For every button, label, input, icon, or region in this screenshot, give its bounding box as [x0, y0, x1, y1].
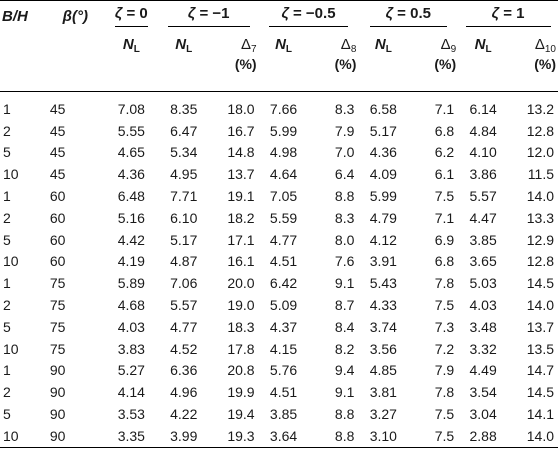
cell-beta: 75	[49, 340, 66, 357]
cell-delta9: 6.9	[434, 231, 455, 248]
table-row	[0, 338, 558, 360]
cell-delta10: 13.2	[526, 100, 554, 117]
cell-delta10: 14.0	[526, 188, 554, 205]
cell-nl-zm05: 4.37	[269, 318, 298, 335]
cell-nl-z1: 4.49	[469, 362, 497, 379]
cell-delta9: 7.5	[434, 297, 455, 314]
cell-nl-zm1: 6.47	[170, 122, 198, 139]
cell-delta8: 8.3	[334, 209, 355, 226]
cell-delta7: 19.9	[227, 384, 255, 401]
cell-delta7: 16.7	[227, 122, 255, 139]
cell-beta: 60	[49, 209, 66, 226]
cell-nl-zm05: 3.85	[269, 406, 298, 423]
table-row	[0, 92, 558, 120]
cell-delta9: 7.5	[434, 188, 455, 205]
cell-delta9: 7.8	[434, 384, 455, 401]
cell-delta8: 7.6	[334, 253, 355, 270]
cell-delta10: 14.0	[508, 425, 558, 447]
table-header	[0, 1, 558, 92]
header-delta-10	[508, 31, 558, 92]
cell-nl-z1: 4.03	[469, 297, 497, 314]
cell-beta: 45	[49, 166, 66, 183]
cell-nl-zm1: 4.22	[170, 406, 198, 423]
cell-nl-z0: 7.08	[117, 100, 145, 117]
cell-nl-z05: 3.91	[369, 253, 397, 270]
cell-delta10: 12.8	[526, 122, 554, 139]
cell-nl-z1: 3.04	[469, 406, 497, 423]
cell-bh: 1	[3, 362, 11, 379]
cell-delta9: 7.1	[434, 100, 455, 117]
table-row	[0, 294, 558, 316]
cell-beta: 45	[49, 144, 66, 161]
cell-delta8: 8.8	[334, 406, 355, 423]
cell-nl-z05: 3.10	[358, 425, 408, 447]
table-row	[0, 316, 558, 338]
cell-delta9: 6.8	[434, 253, 455, 270]
cell-delta7: 19.3	[209, 425, 259, 447]
table-row	[0, 185, 558, 207]
cell-nl-zm1: 5.34	[170, 144, 198, 161]
cell-delta8: 9.4	[334, 362, 355, 379]
cell-nl-zm05: 7.66	[269, 100, 298, 117]
cell-bh: 5	[3, 144, 11, 161]
header-empty-bh	[0, 31, 47, 92]
cell-delta9: 7.9	[434, 362, 455, 379]
cell-delta8: 8.7	[334, 297, 355, 314]
cell-nl-zm05: 4.98	[269, 144, 298, 161]
header-zeta-m05	[259, 1, 359, 32]
cell-nl-z05: 3.56	[369, 340, 397, 357]
header-row-zeta	[0, 1, 558, 32]
header-zeta-m1	[159, 1, 259, 32]
cell-nl-z05: 4.79	[369, 209, 397, 226]
cell-beta: 90	[49, 384, 66, 401]
cell-nl-z0: 4.14	[117, 384, 145, 401]
cell-beta: 60	[49, 253, 66, 270]
table-row	[0, 360, 558, 382]
delta-symbol: Δ	[440, 36, 451, 53]
cell-nl-zm05: 4.51	[269, 384, 298, 401]
cell-bh: 10	[3, 166, 19, 183]
cell-delta7: 18.2	[227, 209, 255, 226]
delta-symbol: Δ	[340, 36, 351, 53]
delta-symbol: Δ	[534, 36, 545, 53]
header-zeta-05	[358, 1, 458, 32]
cell-delta9: 7.8	[434, 275, 455, 292]
percent-unit: (%)	[434, 56, 457, 72]
cell-delta8: 9.1	[334, 275, 355, 292]
cell-beta: 60	[49, 231, 66, 248]
header-nl-z05	[358, 31, 408, 92]
cell-delta9: 7.2	[434, 340, 455, 357]
cell-delta10: 13.3	[526, 209, 554, 226]
header-beta	[47, 1, 104, 32]
cell-nl-z0: 4.68	[117, 297, 145, 314]
cell-bh: 5	[3, 406, 11, 423]
header-zeta-1	[458, 1, 558, 32]
percent-unit: (%)	[534, 56, 556, 72]
zeta-symbol: ζ	[385, 5, 393, 22]
delta-symbol: Δ	[241, 36, 252, 53]
zeta-symbol: ζ	[491, 5, 500, 22]
table-row	[0, 272, 558, 294]
delta-subscript: 9	[450, 44, 457, 55]
cell-beta: 75	[49, 318, 66, 335]
nl-symbol: N	[474, 36, 486, 53]
cell-nl-z05: 4.85	[369, 362, 397, 379]
header-delta-9	[408, 31, 458, 92]
cell-delta7: 17.1	[227, 231, 255, 248]
cell-delta8: 8.4	[334, 318, 355, 335]
cell-nl-z0: 4.42	[117, 231, 145, 248]
nl-subscript: L	[485, 44, 492, 55]
cell-beta: 45	[49, 100, 66, 117]
cell-nl-zm05: 4.51	[269, 253, 298, 270]
cell-delta9: 7.3	[434, 318, 455, 335]
header-empty-beta	[47, 31, 104, 92]
header-nl-z0	[104, 31, 159, 92]
cell-nl-z05: 4.12	[369, 231, 397, 248]
cell-delta9: 6.2	[434, 144, 455, 161]
cell-nl-z0: 5.55	[117, 122, 145, 139]
cell-delta8: 9.1	[334, 384, 355, 401]
cell-nl-z05: 6.58	[369, 100, 397, 117]
nl-subscript: L	[133, 44, 140, 55]
header-delta-8	[308, 31, 358, 92]
cell-nl-zm1: 8.35	[170, 100, 198, 117]
cell-delta10: 12.8	[526, 253, 554, 270]
zeta-m1-label	[168, 5, 250, 27]
cell-delta9: 7.1	[434, 209, 455, 226]
cell-delta10: 14.0	[526, 297, 554, 314]
cell-nl-z0: 3.83	[117, 340, 145, 357]
cell-nl-zm1: 7.71	[170, 188, 198, 205]
table-row	[0, 120, 558, 142]
cell-delta7: 13.7	[227, 166, 255, 183]
zeta-symbol: ζ	[114, 5, 123, 22]
cell-nl-z1: 3.65	[469, 253, 497, 270]
cell-nl-z0: 4.65	[117, 144, 145, 161]
cell-beta: 90	[49, 362, 66, 379]
nl-symbol: N	[175, 36, 187, 53]
cell-nl-z1: 3.32	[469, 340, 497, 357]
cell-delta8: 7.9	[334, 122, 355, 139]
cell-nl-z05: 3.74	[369, 318, 397, 335]
cell-nl-z1: 5.57	[469, 188, 497, 205]
cell-bh: 1	[3, 100, 11, 117]
cell-delta8: 8.0	[334, 231, 355, 248]
cell-nl-zm1: 4.52	[170, 340, 198, 357]
cell-nl-zm05: 5.99	[269, 122, 298, 139]
cell-nl-zm05: 7.05	[269, 188, 298, 205]
cell-nl-z05: 5.43	[369, 275, 397, 292]
cell-nl-zm05: 5.09	[269, 297, 298, 314]
zeta-1-value: = 1	[503, 5, 525, 22]
cell-delta9: 6.1	[434, 166, 455, 183]
delta-subscript: 7	[251, 44, 257, 55]
cell-bh: 2	[3, 384, 11, 401]
cell-beta: 75	[49, 275, 66, 292]
cell-nl-z1: 4.10	[469, 144, 497, 161]
cell-nl-z1: 4.47	[469, 209, 497, 226]
cell-nl-zm05: 4.64	[269, 166, 298, 183]
cell-bh: 1	[3, 275, 11, 292]
table-row	[0, 381, 558, 403]
nl-symbol: N	[374, 36, 386, 53]
header-nl-z1	[458, 31, 508, 92]
cell-bh: 5	[3, 318, 11, 335]
cell-nl-z0: 5.89	[117, 275, 145, 292]
table-row	[0, 163, 558, 185]
cell-delta10: 14.7	[526, 362, 554, 379]
cell-beta: 90	[47, 425, 104, 447]
cell-delta10: 14.5	[526, 275, 554, 292]
cell-nl-z05: 4.09	[369, 166, 397, 183]
nl-subscript: L	[186, 44, 193, 55]
cell-nl-zm1: 4.95	[170, 166, 198, 183]
cell-nl-zm1: 6.10	[170, 209, 198, 226]
zeta-m1-value: = −1	[199, 5, 230, 22]
header-bh: B/H	[0, 1, 47, 32]
percent-unit: (%)	[334, 56, 357, 72]
cell-bh: 10	[3, 340, 19, 357]
cell-delta10: 13.7	[526, 318, 554, 335]
cell-delta9: 7.5	[408, 425, 458, 447]
cell-delta10: 14.5	[526, 384, 554, 401]
cell-bh: 2	[3, 209, 11, 226]
cell-nl-z0: 4.36	[117, 166, 145, 183]
cell-delta8: 7.0	[334, 144, 355, 161]
table-row	[0, 229, 558, 251]
cell-nl-z0: 4.19	[117, 253, 145, 270]
zeta-m05-value: = −0.5	[293, 5, 336, 22]
cell-nl-z05: 3.81	[369, 384, 397, 401]
cell-bh: 10	[0, 425, 47, 447]
cell-nl-zm1: 3.99	[159, 425, 209, 447]
zeta-05-label	[370, 5, 447, 27]
header-delta-7	[209, 31, 259, 92]
cell-nl-z1: 3.85	[469, 231, 497, 248]
cell-delta7: 18.3	[227, 318, 255, 335]
cell-delta7: 19.0	[227, 297, 255, 314]
cell-delta7: 20.0	[227, 275, 255, 292]
cell-nl-zm1: 6.36	[170, 362, 198, 379]
table-row	[0, 142, 558, 164]
cell-delta8: 8.2	[334, 340, 355, 357]
cell-beta: 60	[49, 188, 66, 205]
cell-nl-zm1: 5.17	[170, 231, 198, 248]
zeta-1-label	[466, 5, 551, 27]
percent-unit: (%)	[234, 56, 257, 72]
cell-nl-z1: 3.48	[469, 318, 497, 335]
cell-delta10: 12.9	[526, 231, 554, 248]
cell-nl-z1: 4.84	[469, 122, 497, 139]
cell-nl-z0: 4.03	[117, 318, 145, 335]
cell-nl-z0: 5.27	[117, 362, 145, 379]
cell-delta7: 16.1	[227, 253, 255, 270]
cell-delta7: 19.1	[227, 188, 255, 205]
table-body	[0, 92, 558, 448]
cell-delta10: 13.5	[526, 340, 554, 357]
nl-subscript: L	[385, 44, 392, 55]
cell-delta7: 14.8	[227, 144, 255, 161]
cell-nl-z05: 3.27	[369, 406, 397, 423]
header-nl-zm1	[159, 31, 209, 92]
cell-nl-z1: 2.88	[458, 425, 508, 447]
cell-nl-zm05: 6.42	[269, 275, 298, 292]
table-row	[0, 251, 558, 273]
cell-delta8: 8.8	[334, 188, 355, 205]
nl-symbol: N	[275, 36, 286, 53]
cell-nl-zm1: 4.96	[170, 384, 198, 401]
cell-beta: 45	[49, 122, 66, 139]
cell-delta10: 11.5	[527, 166, 554, 183]
nl-subscript: L	[285, 44, 293, 55]
cell-nl-zm1: 5.57	[170, 297, 198, 314]
cell-bh: 2	[3, 297, 11, 314]
header-beta-label: β(°)	[62, 7, 88, 25]
cell-delta7: 17.8	[227, 340, 255, 357]
cell-bh: 5	[3, 231, 11, 248]
cell-nl-z0: 5.16	[117, 209, 145, 226]
table-row	[0, 207, 558, 229]
zeta-m05-label	[269, 5, 347, 27]
cell-delta10: 12.0	[526, 144, 554, 161]
delta-subscript: 10	[544, 44, 556, 55]
cell-nl-zm1: 7.06	[170, 275, 198, 292]
zeta-0-value: = 0	[126, 5, 148, 22]
cell-delta7: 20.8	[227, 362, 255, 379]
cell-nl-zm05: 5.76	[269, 362, 298, 379]
cell-nl-zm05: 5.59	[269, 209, 298, 226]
cell-nl-zm05: 4.15	[269, 340, 298, 357]
zeta-symbol: ζ	[281, 5, 289, 22]
cell-bh: 10	[3, 253, 19, 270]
cell-nl-z05: 4.33	[369, 297, 397, 314]
cell-bh: 1	[3, 188, 11, 205]
nl-symbol: N	[122, 36, 134, 53]
cell-delta9: 6.8	[434, 122, 455, 139]
cell-nl-z05: 5.17	[369, 122, 397, 139]
cell-nl-zm1: 4.77	[170, 318, 198, 335]
cell-nl-z0: 3.53	[117, 406, 145, 423]
cell-bh: 2	[3, 122, 11, 139]
cell-nl-z0: 3.35	[104, 425, 159, 447]
zeta-05-value: = 0.5	[397, 5, 431, 22]
cell-delta8: 8.3	[334, 100, 355, 117]
cell-delta8: 6.4	[334, 166, 355, 183]
cell-nl-z1: 3.54	[469, 384, 497, 401]
table-row	[0, 403, 558, 425]
cell-delta7: 18.0	[227, 100, 255, 117]
cell-nl-z1: 6.14	[469, 100, 497, 117]
header-nl-zm05	[259, 31, 309, 92]
cell-nl-zm05: 3.64	[259, 425, 309, 447]
cell-delta9: 7.5	[434, 406, 455, 423]
cell-nl-z05: 4.36	[369, 144, 397, 161]
cell-delta7: 19.4	[227, 406, 255, 423]
cell-nl-zm05: 4.77	[269, 231, 298, 248]
zeta-symbol: ζ	[187, 5, 196, 22]
zeta-0-label	[115, 5, 148, 27]
cell-delta10: 14.1	[526, 406, 554, 423]
header-zeta-0	[104, 1, 159, 32]
cell-beta: 75	[49, 297, 66, 314]
cell-nl-z05: 5.99	[369, 188, 397, 205]
cell-nl-zm1: 4.87	[170, 253, 198, 270]
cell-nl-z1: 5.03	[469, 275, 497, 292]
cell-nl-z1: 3.86	[469, 166, 497, 183]
table-row	[0, 425, 558, 447]
header-row-columns	[0, 31, 558, 92]
delta-subscript: 8	[350, 44, 357, 55]
cell-delta8: 8.8	[308, 425, 358, 447]
cell-beta: 90	[49, 406, 66, 423]
cell-nl-z0: 6.48	[117, 188, 145, 205]
